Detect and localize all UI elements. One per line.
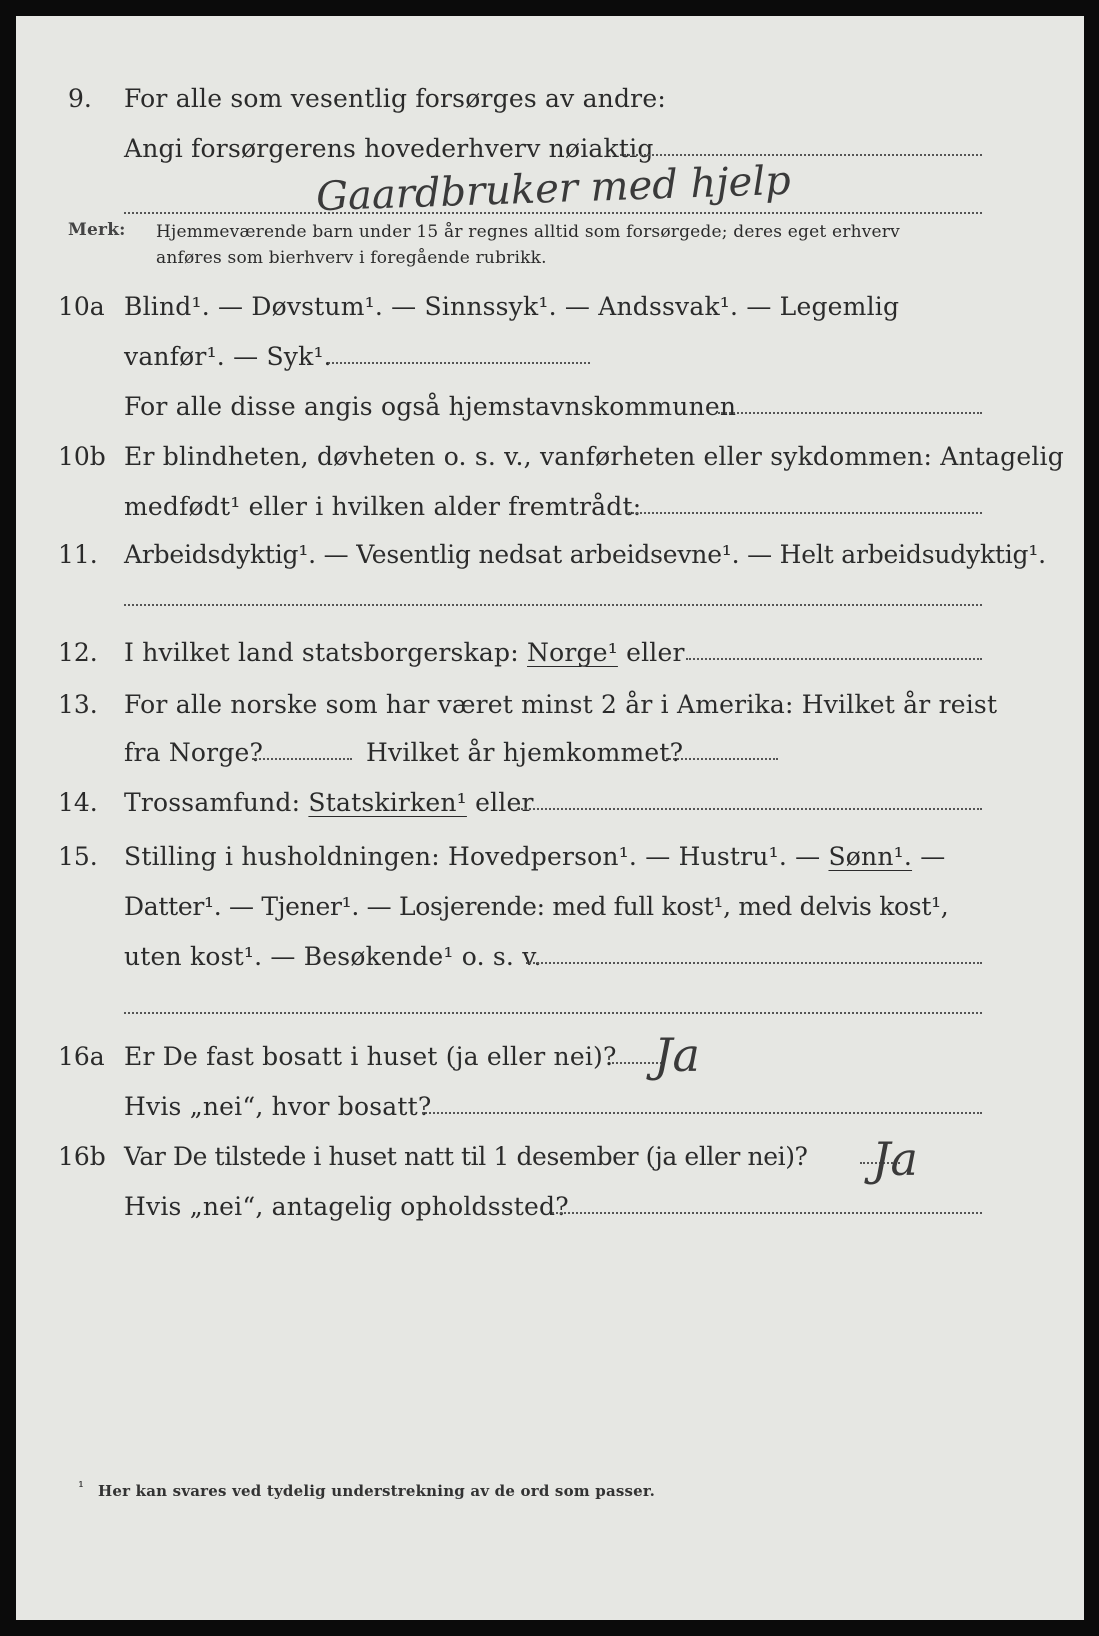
q16a-line1: Er De fast bosatt i huset (ja eller nei)?	[124, 1042, 617, 1071]
q10b-line1: Er blindheten, døvheten o. s. v., vanførheten eller sykdommen: Antagelig	[124, 442, 1064, 471]
q12-number: 12.	[58, 638, 98, 667]
q10a-line2: vanfør¹. — Syk¹.	[124, 342, 332, 371]
q10b-number: 10b	[58, 442, 106, 471]
q15-line1a: Stilling i husholdningen: Hovedperson¹. — Hustru¹. —	[124, 842, 821, 871]
q15-number: 15.	[58, 842, 98, 871]
q14-number: 14.	[58, 788, 98, 817]
q15-line1	[124, 842, 945, 871]
q14-line	[124, 788, 534, 817]
q9-number: 9.	[68, 84, 92, 113]
q15-option-sonn[interactable]: Sønn¹.	[828, 842, 913, 871]
q14-dotted-line	[518, 808, 982, 810]
q14-question: Trossamfund:	[124, 788, 301, 817]
q12-question: I hvilket land statsborgerskap:	[124, 638, 519, 667]
q11-number: 11.	[58, 540, 98, 569]
q16a-residence-line	[422, 1112, 982, 1114]
q14-eller: eller	[475, 788, 534, 817]
q11-line1: Arbeidsdyktig¹. — Vesentlig nedsat arbeidsevne¹. — Helt arbeidsudyktig¹.	[124, 540, 1046, 569]
q12-line	[124, 638, 685, 667]
q16a-handwritten-answer[interactable]: Ja	[654, 1028, 700, 1082]
merk-line2: anføres som bierhverv i foregående rubrikk.	[156, 248, 547, 268]
q13-line2b: Hvilket år hjemkommet?	[366, 738, 684, 767]
q16b-line2: Hvis „nei“, antagelig opholdssted?	[124, 1192, 569, 1221]
q10a-line3: For alle disse angis også hjemstavnskommunen	[124, 392, 737, 421]
q12-option-norge[interactable]: Norge¹	[527, 638, 618, 667]
q13-number: 13.	[58, 690, 98, 719]
merk-label: Merk:	[68, 220, 126, 240]
q16a-number: 16a	[58, 1042, 105, 1071]
merk-line1: Hjemmeværende barn under 15 år regnes alltid som forsørgede; deres eget erhverv	[156, 222, 900, 242]
footnote-text: Her kan svares ved tydelig understrekning av de ord som passer.	[98, 1482, 656, 1500]
q10b-line2: medfødt¹ eller i hvilken alder fremtrådt:	[124, 492, 642, 521]
footnote-mark: ¹	[78, 1478, 85, 1496]
q13-year-left-line	[252, 758, 352, 760]
q16b-location-line	[552, 1212, 982, 1214]
q13-line2a: fra Norge?	[124, 738, 264, 767]
q13-year-returned-line	[666, 758, 778, 760]
q9-line2: Angi forsørgerens hovederhverv nøiaktig	[124, 134, 654, 163]
q9-handwritten-answer[interactable]: Gaardbruker med hjelp	[315, 157, 792, 221]
q11-answer-line	[124, 604, 982, 606]
q10b-dotted-line	[628, 512, 982, 514]
q15-line3: uten kost¹. — Besøkende¹ o. s. v.	[124, 942, 542, 971]
q13-line1: For alle norske som har været minst 2 år i Amerika: Hvilket år reist	[124, 690, 998, 719]
q9-line1: For alle som vesentlig forsørges av andre:	[124, 84, 666, 113]
q10a-dotted-line	[328, 362, 590, 364]
q10a-number: 10a	[58, 292, 105, 321]
q9-answer-line	[124, 212, 982, 214]
q12-dotted-line	[686, 658, 982, 660]
q16b-handwritten-answer[interactable]: Ja	[872, 1132, 918, 1186]
q15-line1b: —	[920, 842, 946, 871]
q15-line2: Datter¹. — Tjener¹. — Losjerende: med full kost¹, med delvis kost¹,	[124, 892, 949, 921]
q16b-line1: Var De tilstede i huset natt til 1 desember (ja eller nei)?	[124, 1142, 808, 1171]
census-form-page	[16, 16, 1084, 1620]
q12-eller: eller	[626, 638, 685, 667]
q10a-line1: Blind¹. — Døvstum¹. — Sinnssyk¹. — Andssvak¹. — Legemlig	[124, 292, 900, 321]
q10a-municipality-line	[718, 412, 982, 414]
q9-dotted-line	[620, 154, 982, 156]
q15-answer-line	[124, 1012, 982, 1014]
q16a-line2: Hvis „nei“, hvor bosatt?	[124, 1092, 432, 1121]
q15-dotted-line	[526, 962, 982, 964]
q16b-number: 16b	[58, 1142, 106, 1171]
q14-option-statskirken[interactable]: Statskirken¹	[308, 788, 467, 817]
